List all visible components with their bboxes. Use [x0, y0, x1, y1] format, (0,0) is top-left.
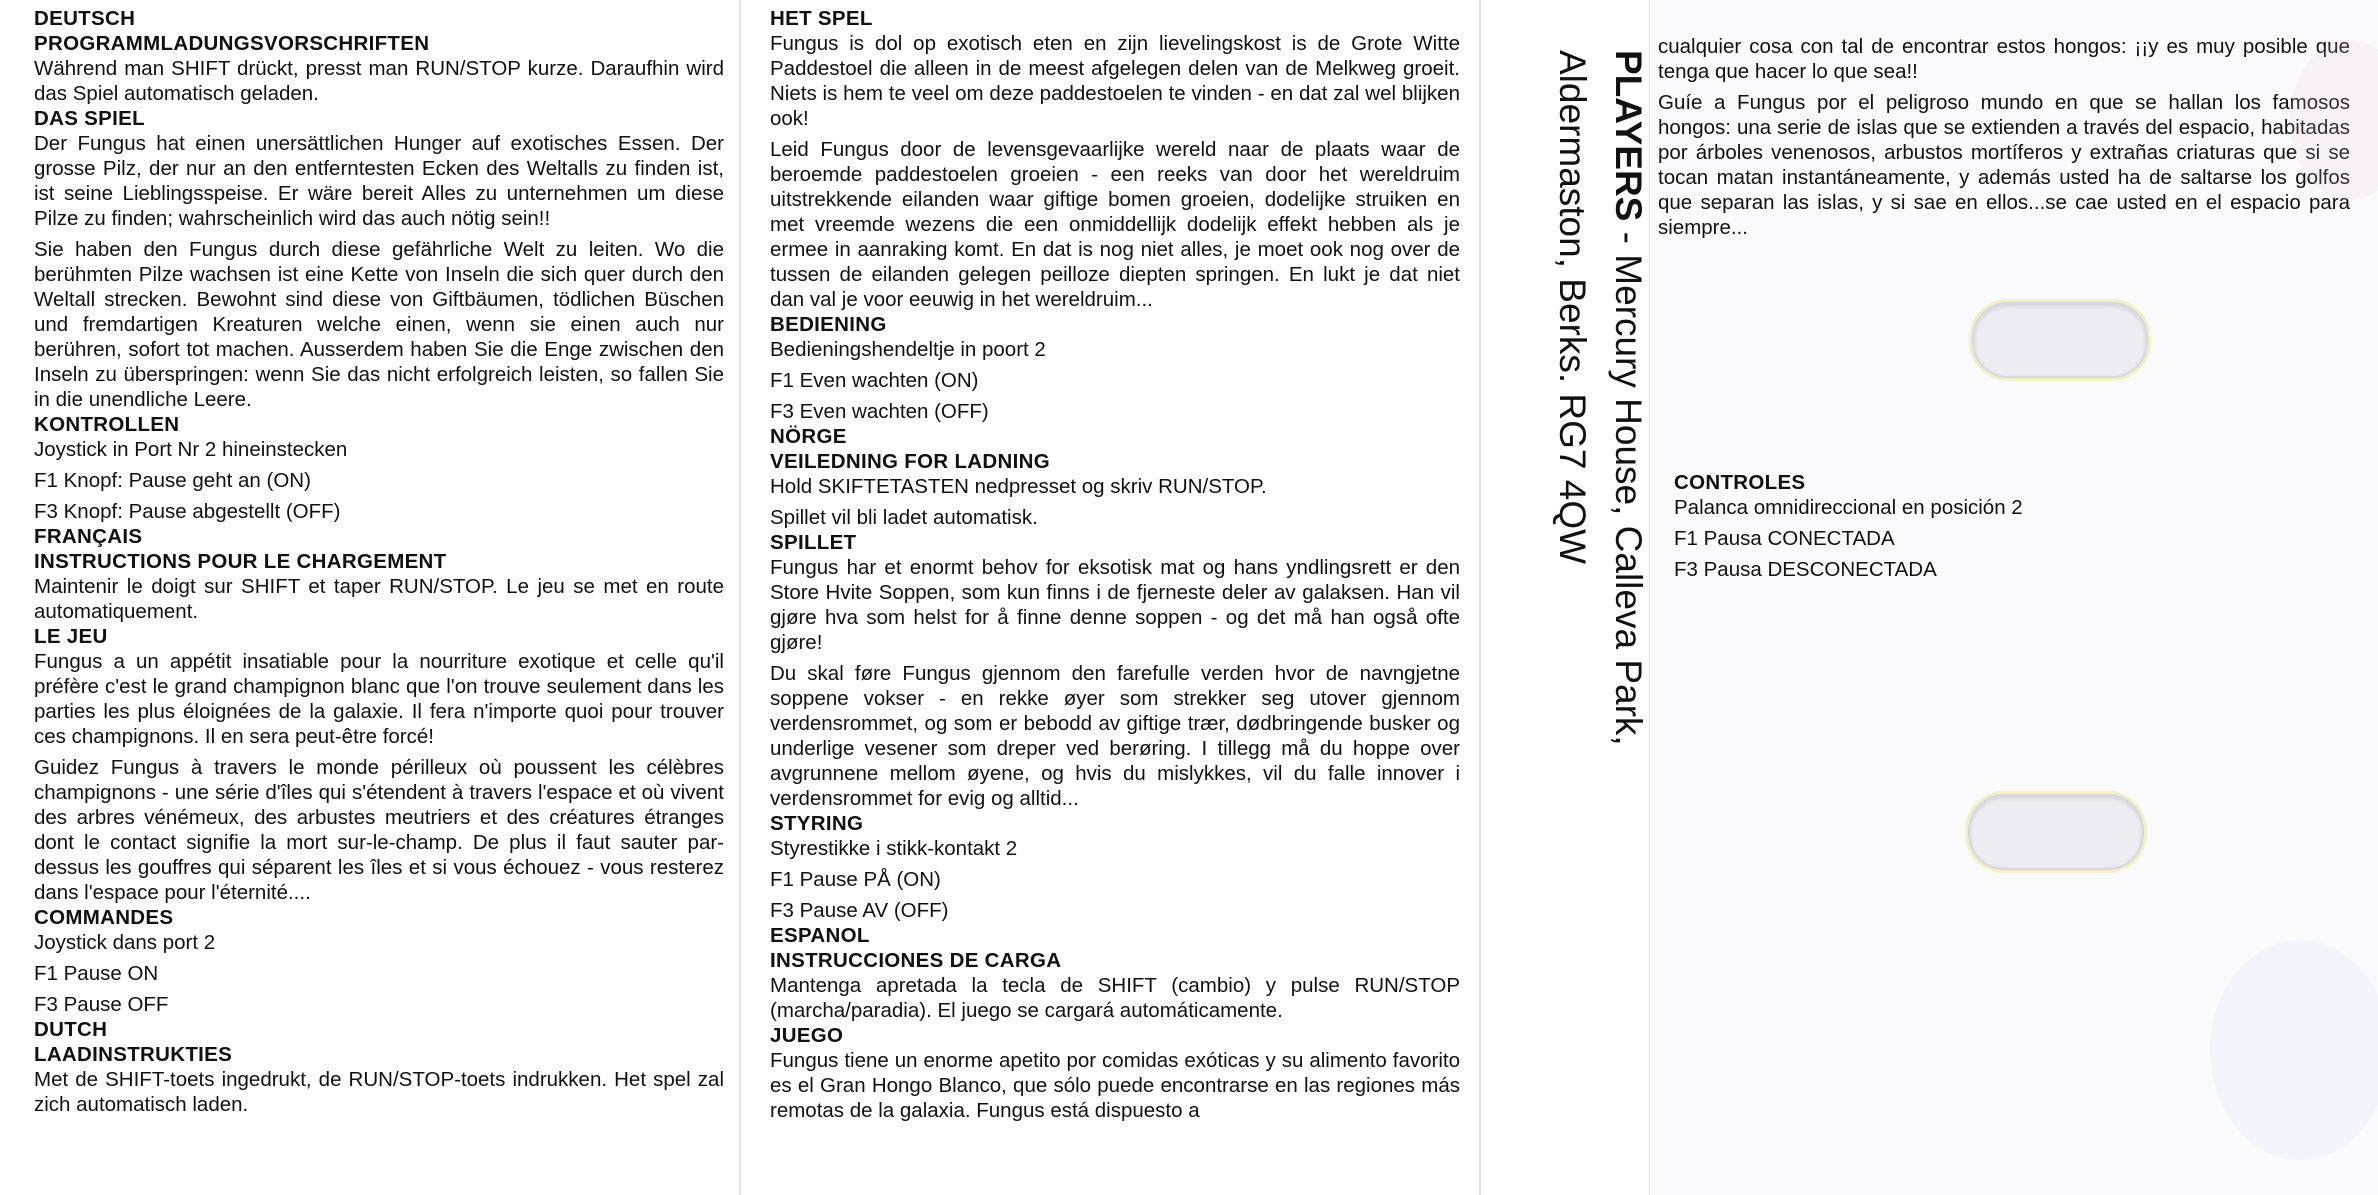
section-heading: PROGRAMMLADUNGSVORSCHRIFTEN: [34, 32, 430, 55]
section-heading: NÖRGE: [770, 425, 847, 448]
section-heading: DAS SPIEL: [34, 107, 145, 130]
section-heading: FRANÇAIS: [34, 525, 143, 548]
paragraph: Guidez Fungus à travers le monde périlleux où poussent les célèbres champignons - une série d'îles qui s'étendent à travers l'espace et où vivent des arbres vénémeux, des arbustes meutriers et des créatures étranges dont le contact signifie la mort sur-le-champ. De plus il faut sauter par-dessus les gouffres qui séparent les îles et si vous échouez - vous resterez dans l'espace pour l'éternité....: [34, 756, 724, 904]
column-dutch-norwegian-spanish: [740, 0, 1480, 1195]
text-line: F1 Pausa CONECTADA: [1674, 527, 1895, 550]
spanish-game-text: [1658, 34, 2350, 240]
paragraph: Fungus a un appétit insatiable pour la nourriture exotique et celle qu'il préfère c'est le grand champignon blanc que l'on trouve seulement dans les parties les plus éloignées de la galaxie. Il fera n'importe quoi pour trouver ces champignons. Il en sera peut-être forcé!: [34, 650, 724, 748]
text-line: Bedieningshendeltje in poort 2: [770, 338, 1046, 361]
paragraph: Der Fungus hat einen unersättlichen Hunger auf exotisches Essen. Der grosse Pilz, der nur an den entferntesten Ecken des Weltalls zu finden ist, ist seine Lieblingsspeise. Er wäre bereit Alles zu unternehmen um diese Pilze zu finden; wahrscheinlich wird das auch nötig sein!!: [34, 132, 724, 230]
cassette-cutout: [1972, 302, 2148, 378]
column-german-french-dutch: [0, 0, 740, 1195]
section-heading: KONTROLLEN: [34, 413, 180, 436]
paragraph: Met de SHIFT-toets ingedrukt, de RUN/STOP-toets indrukken. Het spel zal zich automatisch laden.: [34, 1068, 724, 1116]
text-line: Joystick dans port 2: [34, 931, 216, 954]
paragraph: Du skal føre Fungus gjennom den farefulle verden hvor de navngjetne soppene vokser - en rekke øyer som strekker seg utover gjennom verdensrommet, og som er bebodd av giftige trær, dødbringende busker og underlige vesener som dreper ved berøring. I tillegg må du hoppe over avgrunnene mellom øyene, og hvis du mislykkes, vil du falle innover i verdensrommet for evig og alltid...: [770, 662, 1460, 810]
address-line-2: Aldermaston, Berks. RG7 4QW: [1552, 50, 1593, 565]
text-line: Hold SKIFTETASTEN nedpresset og skriv RUN/STOP.: [770, 475, 1267, 498]
paragraph: Fungus is dol op exotisch eten en zijn lievelingskost is de Grote Witte Paddestoel die alleen in de meest afgelegen delen van de Melkweg groeit. Niets is hem te veel om deze paddestoelen te vinden - en dat zal wel blijken ook!: [770, 32, 1460, 130]
paragraph: Mantenga apretada la tecla de SHIFT (cambio) y pulse RUN/STOP (marcha/paradia). El juego se cargará automáticamente.: [770, 974, 1460, 1022]
address-line-1: - Mercury House, Calleva Park,: [1608, 221, 1649, 746]
paragraph: Fungus har et enormt behov for eksotisk mat og hans yndlingsrett er den Store Hvite Soppen, som kun finns i de fjerneste deler av galaksen. Han vil gjøre hva som helst for å finne denne soppen - og det må han også ofte gjøre!: [770, 556, 1460, 654]
section-heading: LAADINSTRUKTIES: [34, 1043, 233, 1066]
paragraph: Während man SHIFT drückt, presst man RUN/STOP kurze. Daraufhin wird das Spiel automatisch geladen.: [34, 57, 724, 105]
paragraph: Fungus tiene un enorme apetito por comidas exóticas y su alimento favorito es el Gran Hongo Blanco, que sólo puede encontrarse en las regiones más remotas de la galaxia. Fungus está dispuesto a: [770, 1049, 1460, 1122]
column-spanish-continued: [1650, 0, 2378, 1195]
paragraph: cualquier cosa con tal de encontrar estos hongos: ¡¡y es muy posible que tenga que hacer lo que sea!!: [1658, 35, 2350, 83]
section-heading: BEDIENING: [770, 313, 887, 336]
text-line: Joystick in Port Nr 2 hineinstecken: [34, 438, 348, 461]
section-heading: VEILEDNING FOR LADNING: [770, 450, 1050, 473]
section-heading: INSTRUCTIONS POUR LE CHARGEMENT: [34, 550, 447, 573]
text-line: F3 Pause AV (OFF): [770, 899, 949, 922]
section-heading: JUEGO: [770, 1024, 844, 1047]
text-line: F3 Even wachten (OFF): [770, 400, 989, 423]
background-decoration: [2210, 940, 2378, 1160]
section-heading: LE JEU: [34, 625, 108, 648]
section-heading: DUTCH: [34, 1018, 108, 1041]
paragraph: Maintenir le doigt sur SHIFT et taper RUN/STOP. Le jeu se met en route automatiquement.: [34, 575, 724, 623]
text-line: Styrestikke i stikk-kontakt 2: [770, 837, 1018, 860]
spanish-controls: [1658, 470, 2350, 582]
text-line: Palanca omnidireccional en posición 2: [1674, 496, 2023, 519]
section-heading: DEUTSCH: [34, 7, 136, 30]
section-heading: STYRING: [770, 812, 864, 835]
section-heading: HET SPEL: [770, 7, 873, 30]
section-heading: COMMANDES: [34, 906, 174, 929]
publisher-address: [1526, 50, 1656, 1130]
paragraph: Sie haben den Fungus durch diese gefährliche Welt zu leiten. Wo die berühmten Pilze wachsen ist eine Kette von Inseln die sich quer durch den Weltall strecken. Bewohnt sind diese von Giftbäumen, tödlichen Büschen und fremdartigen Kreaturen welche einen, wenn sie einen auch nur berühren, sofort tot machen. Ausserdem haben Sie die Enge zwischen den Inseln zu überspringen: wenn Sie das nicht erfolgreich leisten, so fallen Sie in die unendliche Leere.: [34, 238, 724, 411]
paragraph: Guíe a Fungus por el peligroso mundo en que se hallan los famosos hongos: una serie de islas que se extienden a través del espacio, habitadas por árboles venenosos, arbustos mortíferos y extrañas criaturas que si se tocan matan instantáneamente, y además usted ha de saltarse los golfos que separan las islas, y si sae en ellos...se cae usted en el espacio para siempre...: [1658, 91, 2350, 239]
text-line: F3 Knopf: Pause abgestellt (OFF): [34, 500, 341, 523]
text-line: Spillet vil bli ladet automatisk.: [770, 506, 1038, 529]
text-line: F1 Pause ON: [34, 962, 159, 985]
text-line: F1 Even wachten (ON): [770, 369, 979, 392]
paragraph: Leid Fungus door de levensgevaarlijke wereld naar de plaats waar de beroemde paddestoelen groeien - een reeks van door het wereldruim uitstrekkende eilanden waar giftige bomen groeien, dodelijke struiken en met vreemde wezens die een onmiddellijk dodelijk effekt hebben als je ermee in aanraking komt. En dat is nog niet alles, je moet ook nog over de tussen de eilanden gelegen peilloze diepten springen. En lukt je dat niet dan val je voor eeuwig in het wereldruim...: [770, 138, 1460, 311]
text-line: F3 Pausa DESCONECTADA: [1674, 558, 1937, 581]
text-line: F1 Knopf: Pause geht an (ON): [34, 469, 311, 492]
section-heading: INSTRUCCIONES DE CARGA: [770, 949, 1062, 972]
publisher-name: PLAYERS: [1608, 50, 1649, 222]
section-heading: ESPANOL: [770, 924, 870, 947]
text-line: F1 Pause PÅ (ON): [770, 868, 941, 891]
cassette-cutout: [1968, 794, 2144, 870]
section-heading: CONTROLES: [1674, 471, 1806, 494]
text-line: F3 Pause OFF: [34, 993, 169, 1016]
section-heading: SPILLET: [770, 531, 857, 554]
